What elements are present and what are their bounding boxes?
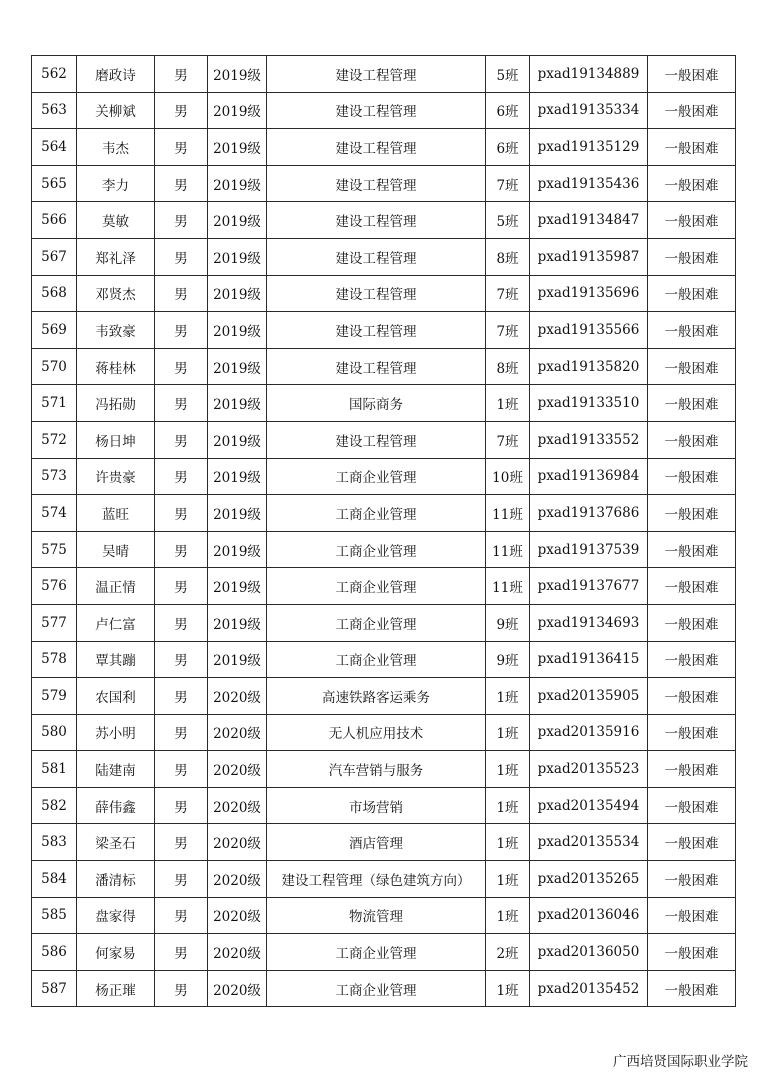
gender-cell: 男 — [155, 202, 208, 239]
table-row — [32, 604, 736, 641]
major-cell: 工商企业管理 — [267, 934, 486, 971]
difficulty-level-cell: 一般困难 — [648, 824, 736, 861]
seq-number-cell: 581 — [32, 751, 77, 788]
class-cell: 1班 — [486, 787, 530, 824]
student-id-cell: pxad19133552 — [530, 421, 648, 458]
class-cell: 1班 — [486, 970, 530, 1007]
major-cell: 工商企业管理 — [267, 495, 486, 532]
class-cell: 5班 — [486, 56, 530, 93]
student-id-cell: pxad19135566 — [530, 312, 648, 349]
table-row — [32, 934, 736, 971]
student-id-cell: pxad20135265 — [530, 861, 648, 898]
major-cell: 建设工程管理 — [267, 238, 486, 275]
difficulty-level-cell: 一般困难 — [648, 348, 736, 385]
difficulty-level-cell: 一般困难 — [648, 787, 736, 824]
student-name-cell: 盘家得 — [77, 897, 155, 934]
gender-cell: 男 — [155, 385, 208, 422]
grade-cell: 2020级 — [208, 861, 267, 898]
seq-number-cell: 577 — [32, 604, 77, 641]
grade-cell: 2020级 — [208, 678, 267, 715]
class-cell: 8班 — [486, 238, 530, 275]
difficulty-level-cell: 一般困难 — [648, 275, 736, 312]
student-id-cell: pxad20135452 — [530, 970, 648, 1007]
student-name-cell: 卢仁富 — [77, 604, 155, 641]
gender-cell: 男 — [155, 970, 208, 1007]
seq-number-cell: 563 — [32, 92, 77, 129]
class-cell: 1班 — [486, 751, 530, 788]
difficulty-level-cell: 一般困难 — [648, 238, 736, 275]
class-cell: 11班 — [486, 568, 530, 605]
table-row — [32, 421, 736, 458]
student-name-cell: 冯拓勋 — [77, 385, 155, 422]
class-cell: 1班 — [486, 385, 530, 422]
class-cell: 9班 — [486, 604, 530, 641]
student-id-cell: pxad20135494 — [530, 787, 648, 824]
student-name-cell: 农国利 — [77, 678, 155, 715]
gender-cell: 男 — [155, 787, 208, 824]
grade-cell: 2019级 — [208, 604, 267, 641]
grade-cell: 2019级 — [208, 202, 267, 239]
grade-cell: 2019级 — [208, 568, 267, 605]
grade-cell: 2020级 — [208, 897, 267, 934]
seq-number-cell: 574 — [32, 495, 77, 532]
gender-cell: 男 — [155, 714, 208, 751]
grade-cell: 2019级 — [208, 531, 267, 568]
table-row — [32, 92, 736, 129]
table-row — [32, 458, 736, 495]
student-id-cell: pxad19136415 — [530, 641, 648, 678]
seq-number-cell: 565 — [32, 165, 77, 202]
student-id-cell: pxad20136050 — [530, 934, 648, 971]
major-cell: 酒店管理 — [267, 824, 486, 861]
difficulty-level-cell: 一般困难 — [648, 531, 736, 568]
student-name-cell: 许贵豪 — [77, 458, 155, 495]
difficulty-level-cell: 一般困难 — [648, 751, 736, 788]
grade-cell: 2020级 — [208, 970, 267, 1007]
seq-number-cell: 566 — [32, 202, 77, 239]
grade-cell: 2019级 — [208, 348, 267, 385]
class-cell: 9班 — [486, 641, 530, 678]
table-row — [32, 202, 736, 239]
class-cell: 8班 — [486, 348, 530, 385]
student-id-cell: pxad19134889 — [530, 56, 648, 93]
difficulty-level-cell: 一般困难 — [648, 385, 736, 422]
difficulty-level-cell: 一般困难 — [648, 56, 736, 93]
gender-cell: 男 — [155, 129, 208, 166]
grade-cell: 2019级 — [208, 129, 267, 166]
gender-cell: 男 — [155, 238, 208, 275]
major-cell: 高速铁路客运乘务 — [267, 678, 486, 715]
table-row — [32, 238, 736, 275]
gender-cell: 男 — [155, 934, 208, 971]
major-cell: 工商企业管理 — [267, 604, 486, 641]
seq-number-cell: 580 — [32, 714, 77, 751]
student-id-cell: pxad19135696 — [530, 275, 648, 312]
student-name-cell: 邓贤杰 — [77, 275, 155, 312]
seq-number-cell: 562 — [32, 56, 77, 93]
seq-number-cell: 578 — [32, 641, 77, 678]
gender-cell: 男 — [155, 458, 208, 495]
grade-cell: 2019级 — [208, 238, 267, 275]
grade-cell: 2019级 — [208, 385, 267, 422]
difficulty-level-cell: 一般困难 — [648, 495, 736, 532]
student-name-cell: 温正情 — [77, 568, 155, 605]
table-row — [32, 129, 736, 166]
student-name-cell: 杨日坤 — [77, 421, 155, 458]
difficulty-level-cell: 一般困难 — [648, 970, 736, 1007]
seq-number-cell: 571 — [32, 385, 77, 422]
student-name-cell: 杨正璀 — [77, 970, 155, 1007]
class-cell: 6班 — [486, 92, 530, 129]
grade-cell: 2020级 — [208, 787, 267, 824]
grade-cell: 2019级 — [208, 495, 267, 532]
table-row — [32, 897, 736, 934]
major-cell: 工商企业管理 — [267, 531, 486, 568]
table-row — [32, 56, 736, 93]
major-cell: 物流管理 — [267, 897, 486, 934]
grade-cell: 2019级 — [208, 165, 267, 202]
gender-cell: 男 — [155, 92, 208, 129]
difficulty-level-cell: 一般困难 — [648, 165, 736, 202]
seq-number-cell: 564 — [32, 129, 77, 166]
difficulty-level-cell: 一般困难 — [648, 421, 736, 458]
seq-number-cell: 567 — [32, 238, 77, 275]
major-cell: 建设工程管理 — [267, 56, 486, 93]
difficulty-level-cell: 一般困难 — [648, 678, 736, 715]
student-id-cell: pxad19135820 — [530, 348, 648, 385]
class-cell: 7班 — [486, 312, 530, 349]
student-name-cell: 何家易 — [77, 934, 155, 971]
difficulty-level-cell: 一般困难 — [648, 714, 736, 751]
gender-cell: 男 — [155, 312, 208, 349]
gender-cell: 男 — [155, 678, 208, 715]
difficulty-level-cell: 一般困难 — [648, 92, 736, 129]
grade-cell: 2020级 — [208, 934, 267, 971]
gender-cell: 男 — [155, 348, 208, 385]
major-cell: 建设工程管理 — [267, 92, 486, 129]
major-cell: 国际商务 — [267, 385, 486, 422]
grade-cell: 2019级 — [208, 312, 267, 349]
seq-number-cell: 570 — [32, 348, 77, 385]
table-row — [32, 751, 736, 788]
gender-cell: 男 — [155, 861, 208, 898]
major-cell: 市场营销 — [267, 787, 486, 824]
grade-cell: 2020级 — [208, 751, 267, 788]
difficulty-level-cell: 一般困难 — [648, 604, 736, 641]
class-cell: 10班 — [486, 458, 530, 495]
grade-cell: 2019级 — [208, 92, 267, 129]
student-id-cell: pxad19133510 — [530, 385, 648, 422]
grade-cell: 2019级 — [208, 641, 267, 678]
difficulty-level-cell: 一般困难 — [648, 568, 736, 605]
table-row — [32, 641, 736, 678]
gender-cell: 男 — [155, 531, 208, 568]
student-id-cell: pxad19137539 — [530, 531, 648, 568]
class-cell: 11班 — [486, 495, 530, 532]
gender-cell: 男 — [155, 275, 208, 312]
table-row — [32, 568, 736, 605]
major-cell: 建设工程管理 — [267, 165, 486, 202]
major-cell: 工商企业管理 — [267, 970, 486, 1007]
seq-number-cell: 582 — [32, 787, 77, 824]
class-cell: 11班 — [486, 531, 530, 568]
table-row — [32, 970, 736, 1007]
class-cell: 7班 — [486, 275, 530, 312]
table-row — [32, 531, 736, 568]
major-cell: 建设工程管理 — [267, 275, 486, 312]
table-row — [32, 495, 736, 532]
difficulty-level-cell: 一般困难 — [648, 202, 736, 239]
student-name-cell: 薛伟鑫 — [77, 787, 155, 824]
gender-cell: 男 — [155, 641, 208, 678]
difficulty-level-cell: 一般困难 — [648, 934, 736, 971]
student-id-cell: pxad20135905 — [530, 678, 648, 715]
seq-number-cell: 586 — [32, 934, 77, 971]
seq-number-cell: 572 — [32, 421, 77, 458]
student-name-cell: 苏小明 — [77, 714, 155, 751]
gender-cell: 男 — [155, 604, 208, 641]
class-cell: 1班 — [486, 861, 530, 898]
student-id-cell: pxad19134847 — [530, 202, 648, 239]
table-row — [32, 385, 736, 422]
student-id-cell: pxad19137677 — [530, 568, 648, 605]
class-cell: 6班 — [486, 129, 530, 166]
student-name-cell: 李力 — [77, 165, 155, 202]
class-cell: 1班 — [486, 678, 530, 715]
student-id-cell: pxad19135436 — [530, 165, 648, 202]
difficulty-level-cell: 一般困难 — [648, 312, 736, 349]
grade-cell: 2019级 — [208, 421, 267, 458]
gender-cell: 男 — [155, 495, 208, 532]
student-name-cell: 潘清标 — [77, 861, 155, 898]
seq-number-cell: 569 — [32, 312, 77, 349]
grade-cell: 2019级 — [208, 275, 267, 312]
seq-number-cell: 576 — [32, 568, 77, 605]
institution-footer: 广西培贤国际职业学院 — [613, 1054, 748, 1070]
class-cell: 1班 — [486, 824, 530, 861]
student-id-cell: pxad19135129 — [530, 129, 648, 166]
class-cell: 2班 — [486, 934, 530, 971]
class-cell: 7班 — [486, 165, 530, 202]
seq-number-cell: 568 — [32, 275, 77, 312]
student-id-cell: pxad20135916 — [530, 714, 648, 751]
table-row — [32, 348, 736, 385]
gender-cell: 男 — [155, 56, 208, 93]
major-cell: 建设工程管理（绿色建筑方向） — [267, 861, 486, 898]
class-cell: 1班 — [486, 714, 530, 751]
table-row — [32, 787, 736, 824]
difficulty-level-cell: 一般困难 — [648, 129, 736, 166]
seq-number-cell: 585 — [32, 897, 77, 934]
major-cell: 建设工程管理 — [267, 348, 486, 385]
major-cell: 无人机应用技术 — [267, 714, 486, 751]
student-name-cell: 磨政诗 — [77, 56, 155, 93]
difficulty-level-cell: 一般困难 — [648, 897, 736, 934]
table-body — [32, 56, 736, 1007]
class-cell: 1班 — [486, 897, 530, 934]
major-cell: 工商企业管理 — [267, 641, 486, 678]
major-cell: 建设工程管理 — [267, 312, 486, 349]
table-row — [32, 824, 736, 861]
student-name-cell: 郑礼泽 — [77, 238, 155, 275]
student-name-cell: 覃其蹦 — [77, 641, 155, 678]
student-id-cell: pxad19135987 — [530, 238, 648, 275]
student-id-cell: pxad20135523 — [530, 751, 648, 788]
difficulty-level-cell: 一般困难 — [648, 458, 736, 495]
grade-cell: 2019级 — [208, 56, 267, 93]
student-name-cell: 吴晴 — [77, 531, 155, 568]
student-name-cell: 蒋桂林 — [77, 348, 155, 385]
table-row — [32, 165, 736, 202]
seq-number-cell: 579 — [32, 678, 77, 715]
student-id-cell: pxad20136046 — [530, 897, 648, 934]
student-name-cell: 梁圣石 — [77, 824, 155, 861]
table-row — [32, 714, 736, 751]
gender-cell: 男 — [155, 568, 208, 605]
major-cell: 工商企业管理 — [267, 458, 486, 495]
student-id-cell: pxad20135534 — [530, 824, 648, 861]
student-name-cell: 韦杰 — [77, 129, 155, 166]
student-aid-table — [31, 55, 736, 1007]
gender-cell: 男 — [155, 165, 208, 202]
student-name-cell: 陆建南 — [77, 751, 155, 788]
gender-cell: 男 — [155, 751, 208, 788]
student-id-cell: pxad19134693 — [530, 604, 648, 641]
seq-number-cell: 575 — [32, 531, 77, 568]
table-row — [32, 861, 736, 898]
major-cell: 建设工程管理 — [267, 202, 486, 239]
major-cell: 汽车营销与服务 — [267, 751, 486, 788]
table-row — [32, 312, 736, 349]
grade-cell: 2020级 — [208, 714, 267, 751]
seq-number-cell: 573 — [32, 458, 77, 495]
gender-cell: 男 — [155, 897, 208, 934]
difficulty-level-cell: 一般困难 — [648, 861, 736, 898]
seq-number-cell: 584 — [32, 861, 77, 898]
student-id-cell: pxad19136984 — [530, 458, 648, 495]
student-name-cell: 关柳斌 — [77, 92, 155, 129]
major-cell: 工商企业管理 — [267, 568, 486, 605]
gender-cell: 男 — [155, 421, 208, 458]
grade-cell: 2019级 — [208, 458, 267, 495]
seq-number-cell: 583 — [32, 824, 77, 861]
student-name-cell: 莫敏 — [77, 202, 155, 239]
grade-cell: 2020级 — [208, 824, 267, 861]
class-cell: 7班 — [486, 421, 530, 458]
student-id-cell: pxad19137686 — [530, 495, 648, 532]
difficulty-level-cell: 一般困难 — [648, 641, 736, 678]
major-cell: 建设工程管理 — [267, 421, 486, 458]
class-cell: 5班 — [486, 202, 530, 239]
gender-cell: 男 — [155, 824, 208, 861]
student-name-cell: 蓝旺 — [77, 495, 155, 532]
student-name-cell: 韦致豪 — [77, 312, 155, 349]
student-id-cell: pxad19135334 — [530, 92, 648, 129]
table-row — [32, 678, 736, 715]
major-cell: 建设工程管理 — [267, 129, 486, 166]
seq-number-cell: 587 — [32, 970, 77, 1007]
table-row — [32, 275, 736, 312]
